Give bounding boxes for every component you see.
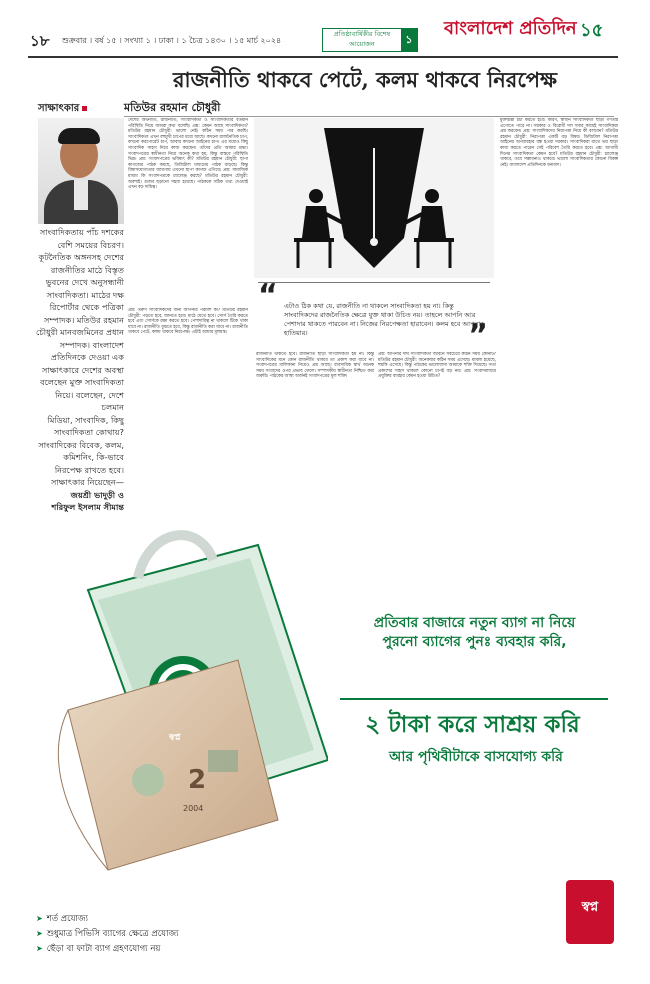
- intro-line: সাংবাদিকতা কোথায়?: [53, 427, 124, 437]
- intro-line: সম্পাদক। মতিউর রহমান: [44, 314, 124, 325]
- intro-line: সম্পাদক। বাংলাদেশ: [59, 339, 124, 350]
- banknote-value: 2: [188, 765, 207, 795]
- interview-illustration: [254, 118, 494, 278]
- intro-line: নিয়ে। বলেছেন, দেশে চলমান: [55, 389, 124, 412]
- pull-quote-text: এটাও ঠিক কথা যে, রাজনীতি না থাকলে সাংবাদিকতা হয় না। কিন্তু সাংবাদিকদের রাজনৈতিক ক্ষেত্রে যুক্ত থাকা উচিত নয়। তাহলে আপনি আর পেশাদার থাকতে পারবেন না। নিজের নিরপেক্ষতা হারাবেন। কলম হবে আপনার হাতিয়ার।: [284, 302, 484, 337]
- intro-line: বেশি সময়ের বিচরণ।: [57, 239, 124, 250]
- open-quote-icon: “: [258, 278, 278, 313]
- pull-quote-rule: [258, 282, 490, 283]
- ad-note: ➤ ছেঁড়া বা ফাটা ব্যাগ গ্রহণযোগ্য নয়: [36, 944, 161, 954]
- brand-name: স্বপ্ন: [581, 900, 599, 915]
- intro-line: কূটনৈতিক অঙ্গনসহ দেশের: [38, 252, 124, 262]
- arrow-icon: ➤: [36, 929, 43, 938]
- dateline: শুক্রবার । বর্ষ ১৫ । সংখ্যা ১ । ঢাকা । ১ চৈত্র ১৪৩০ । ১৫ মার্চ ২০২৪: [62, 36, 282, 45]
- intro-line: সাংবাদিকের বিবেক, কলম,: [38, 439, 124, 450]
- ad-headline-2: ২ টাকা করে সাশ্রয় করি: [365, 712, 580, 738]
- interview-label: সাক্ষাৎকার: [38, 101, 87, 118]
- ad-divider: [340, 698, 608, 700]
- intro-line: মিডিয়া, সাংবাদিক, কিছু: [47, 414, 124, 425]
- article-column-3: রাজনীতি থাকতে হবে। রাজনীতি ছাড়া সাংবাদিকতা হয় না। কিন্তু সাংবাদিকের মনে কোন রাজনীতি থাকবে তা প্রকাশ করা যাবে না। সংবাদপত্রের মালিকানা নিয়েও প্রশ্ন আছে। ব্যবসায়িক স্বার্থ অনেক সময় সংবাদের ওপর প্রভাব ফেলে। সম্পাদকীয় স্বাধীনতা নিশ্চিত করা জরুরি। পাঠকের আস্থা অর্জনই সংবাদপত্রের মূল শক্তি।: [256, 352, 374, 380]
- intro-line: রাজনীতির মাঠে বিস্তৃত: [50, 264, 124, 275]
- intro-line: সাংবাদিকতায় পাঁচ দশকের: [39, 227, 124, 237]
- article-headline: রাজনীতি থাকবে পেটে, কলম থাকবে নিরপেক্ষ: [172, 67, 558, 92]
- article-column-2: প্রশ্ন: তরুণ সাংবাদিকদের জন্য আপনার পরামর্শ কী? মতিউর রহমান চৌধুরী: পড়তে হবে, জানতে হবে। মাঠে যেতে হবে। সোর্স তৈরি করতে হবে এবং সোর্সকে রক্ষা করতে হবে। পেশাদারিত্ব না থাকলে টিকে থাকা যাবে না। রাজনীতি বুঝতে হবে, কিন্তু রাজনীতি করা যাবে না। রাজনীতি থাকবে পেটে, কলম থাকবে নিরপেক্ষ। এটাই আমার মূলমন্ত্র।: [128, 308, 248, 336]
- intro-line: প্রতিদিনকে দেওয়া এক: [50, 352, 124, 362]
- article-column-1: দেশের অর্থনীতি, রাজনীতি, সাংবাদিকতা ও সাংবাদিকতার বর্তমান পরিস্থিতি নিয়ে আমরা কথা বলেছি। প্রশ্ন: কেমন আছে সাংবাদিকতা? মতিউর রহমান চৌধুরী: ভালো নেই। কঠিন সময় পার করছি। সাংবাদিকতা এখন বহুমুখী চাপের মধ্যে আছে। কখনো রাজনৈতিক চাপ, কখনো করপোরেট চাপ, আবার কখনো আইনের চাপ। এর মধ্যেও কিছু সাংবাদিক সাহস নিয়ে কাজ করছেন। তাঁদের প্রতি আমার শ্রদ্ধা। সংবাদপত্রের স্বাধীনতা নিয়ে অনেক কথা হয়, কিন্তু বাস্তবে পরিস্থিতি ভিন্ন। প্রশ্ন: সংবাদপত্রের ভবিষ্যৎ কী? মতিউর রহমান চৌধুরী: ছাপা কাগজের পাঠক কমছে, ডিজিটাল মাধ্যমের পাঠক বাড়ছে। কিন্তু বিশ্বাসযোগ্যতার জায়গায় এখনো ছাপা কাগজ এগিয়ে। প্রশ্ন: সামাজিক মাধ্যম কি সংবাদপত্রকে চ্যালেঞ্জ করছে? মতিউর রহমান চৌধুরী: অবশ্যই। গুজব ছড়ানো সহজ হয়েছে। পাঠককে সঠিক তথ্য দেওয়াই এখন বড় দায়িত্ব।: [128, 118, 248, 191]
- intro-line: সাংবাদিকতা। মাঠের দক্ষ: [46, 289, 124, 300]
- ad-note: ➤ শুধুমাত্র পিভিসি ব্যাগের ক্ষেত্রে প্রযোজ্য: [36, 929, 179, 939]
- newspaper-logo: বাংলাদেশ প্রতিদিন: [444, 18, 577, 39]
- article-column-5: মুক্তচিন্তা চর্চা করতে হবে। কারণ, স্বাধীন সাংবাদিকতা ছাড়া গণতন্ত্র এগোতে পারে না। সরকার ও বিরোধী দল সবার কাছেই সাংবাদিকরা প্রশ্ন করবেন। প্রশ্ন: সাংবাদিকদের নিরাপত্তা নিয়ে কী বলবেন? মতিউর রহমান চৌধুরী: নিরাপত্তা একটি বড় বিষয়। ডিজিটাল নিরাপত্তা আইনের অপব্যবহার বন্ধ হওয়া দরকার। সাংবাদিকরা যাতে ভয় ছাড়া কাজ করতে পারেন সেই পরিবেশ তৈরি করতে হবে। প্রশ্ন: আগামী দিনের সাংবাদিকতা কেমন হবে? মতিউর রহমান চৌধুরী: চ্যালেঞ্জ থাকবে, তবে সম্ভাবনাও থাকবে। ভালো সাংবাদিকতার কোনো বিকল্প নেই। বাংলাদেশ প্রতিদিনকে ধন্যবাদ।: [500, 118, 618, 168]
- portrait-photo: [38, 118, 124, 224]
- interviewer-names: জয়শ্রী ভাদুড়ী ও শরিফুল ইসলাম সীমান্ত: [51, 489, 124, 512]
- byline: মতিউর রহমান চৌধুরী: [124, 101, 221, 114]
- header-rule: [28, 56, 618, 58]
- intro-line: ভুবনের দেখে অনুসন্ধানী: [45, 277, 124, 287]
- special-section-number: ১: [401, 29, 417, 51]
- brand-logo: [566, 880, 614, 944]
- page-number: ১৮: [30, 32, 50, 50]
- byline-rule: [124, 116, 614, 117]
- red-square-icon: [82, 106, 87, 111]
- close-quote-icon: ”: [468, 318, 488, 353]
- special-section-badge: [322, 28, 418, 52]
- intro-line: কমিশনিং, কি-ভাবে: [63, 452, 124, 462]
- intro-line: সাক্ষাৎকার নিয়েছেন—: [50, 477, 124, 487]
- arrow-icon: ➤: [36, 944, 43, 953]
- intro-line: নিরপেক্ষ রাখতে হবে।: [54, 464, 124, 475]
- arrow-icon: ➤: [36, 914, 43, 923]
- intro-line: রিপোর্টার থেকে পত্রিকা: [49, 302, 124, 312]
- pull-quote: [258, 278, 490, 353]
- ad-headline-3: আর পৃথিবীটাকে বাসযোগ্য করি: [389, 749, 563, 765]
- bag-logo: স্বপ্ন: [169, 733, 181, 743]
- intro-line: সাক্ষাৎকারে দেশের অবস্থা: [42, 364, 124, 375]
- intro-line: বলেছেন মুক্ত সাংবাদিকতা: [40, 377, 124, 387]
- special-section-label: প্রতিষ্ঠাবার্ষিকীর বিশেষ আয়োজন: [333, 30, 391, 48]
- page-header: [0, 0, 650, 64]
- ad-notes: [36, 912, 179, 957]
- article-column-4: প্রশ্ন: আপনার দীর্ঘ সাংবাদিকতা জীবনে সবচেয়ে কঠিন সময় কোনটি? মতিউর রহমান চৌধুরী: অনেকবার কঠিন সময় এসেছে। মামলা হয়েছে, হুমকি এসেছে। কিন্তু পাঠকের ভালোবাসা আমাকে শক্তি দিয়েছে। সত্য প্রকাশের সাহস থাকলে কোনো চাপই বড় নয়। প্রশ্ন: সংবাদমাধ্যমে প্রযুক্তির ব্যবহার কেমন হওয়া উচিত?: [378, 352, 496, 380]
- anniversary-logo: ১৫: [580, 20, 604, 41]
- ad-headline-1: প্রতিবার বাজারে নতুন ব্যাগ না নিয়ে পুরনো ব্যাগের পুনঃ ব্যবহার করি,: [373, 615, 576, 650]
- intro-line: চৌধুরী মানবজমিনের প্রধান: [36, 327, 124, 337]
- ad-note: ➤ শর্ত প্রযোজ্য: [36, 914, 89, 924]
- banknote-year: 2004: [183, 804, 204, 813]
